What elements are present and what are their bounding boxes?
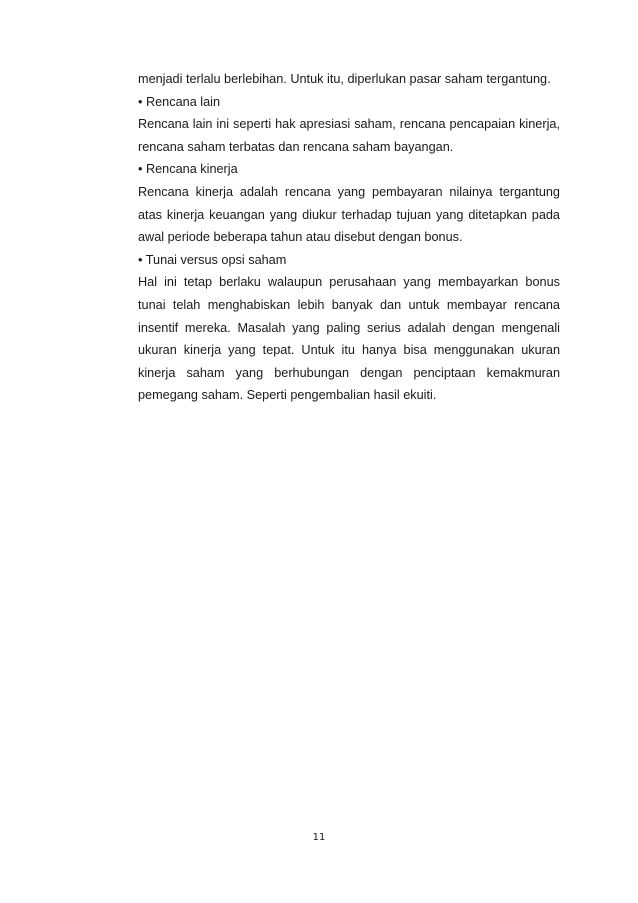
- bullet-heading-tunai-versus-opsi: • Tunai versus opsi saham: [138, 252, 287, 267]
- paragraph-rencana-kinerja: Rencana kinerja adalah rencana yang pembayaran nilainya tergantung atas kinerja keuangan yang diukur terhadap tujuan yang ditetapkan pada awal periode beberapa tahun atau disebut dengan bonus.: [138, 184, 560, 245]
- page-number: 11: [312, 832, 326, 843]
- paragraph-tunai-versus-opsi: Hal ini tetap berlaku walaupun perusahaan yang membayarkan bonus tunai telah menghabiskan lebih banyak dan untuk membayar rencana insentif mereka. Masalah yang paling serius adalah dengan mengenali ukuran kinerja yang tepat. Untuk itu hanya bisa menggunakan ukuran kinerja saham yang berhubungan dengan penciptaan kemakmuran pemegang saham. Seperti pengembalian hasil ekuiti.: [138, 275, 560, 403]
- bullet-heading-rencana-kinerja: • Rencana kinerja: [138, 162, 238, 177]
- document-body: [138, 68, 560, 407]
- paragraph-continuation: menjadi terlalu berlebihan. Untuk itu, diperlukan pasar saham tergantung.: [138, 72, 551, 86]
- paragraph-rencana-lain: Rencana lain ini seperti hak apresiasi saham, rencana pencapaian kinerja, rencana saham terbatas dan rencana saham bayangan.: [138, 117, 560, 154]
- bullet-heading-rencana-lain: • Rencana lain: [138, 94, 221, 109]
